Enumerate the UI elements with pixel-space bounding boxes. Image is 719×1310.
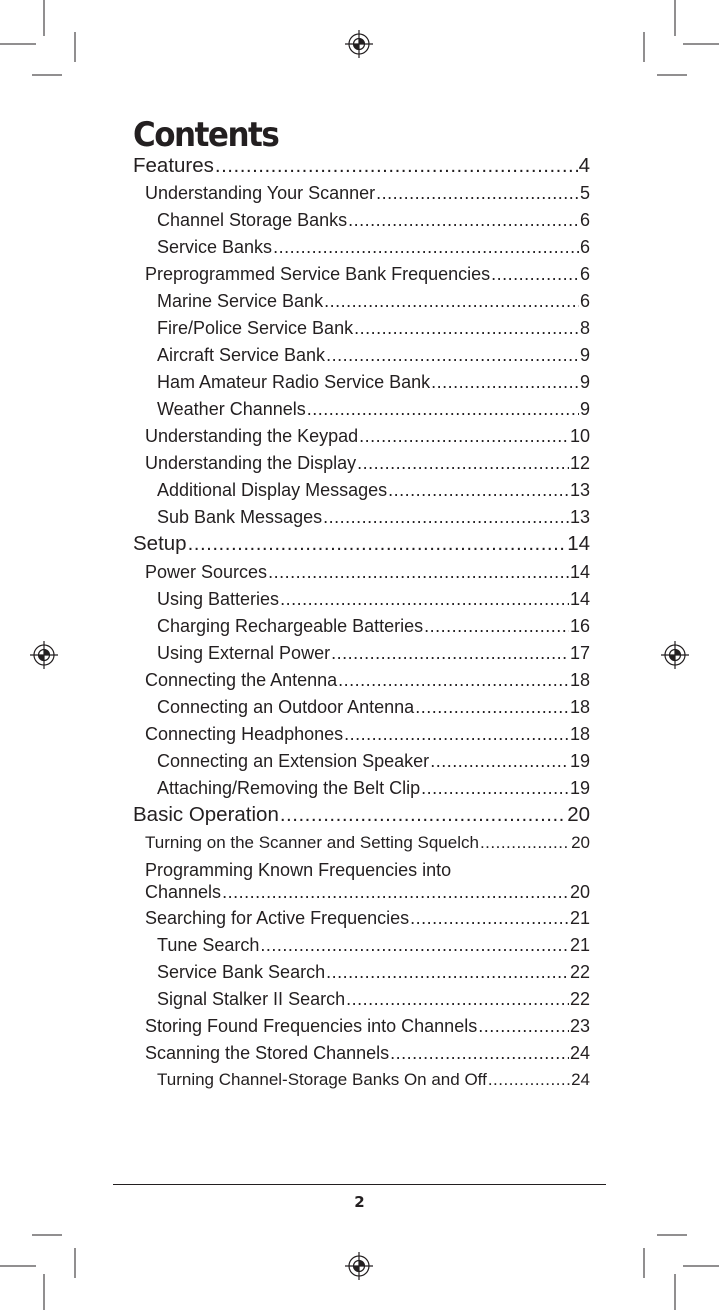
dot-leader [344,723,569,745]
toc-section[interactable] [133,804,590,831]
dot-leader [388,479,569,501]
dot-leader [424,615,569,637]
toc-page-number: 17 [569,643,590,663]
toc-entry[interactable] [145,561,590,588]
toc-entry[interactable] [157,961,590,988]
toc-entry[interactable] [145,425,590,452]
toc-entry-label: Understanding the Keypad [145,426,359,446]
dot-leader [348,209,579,231]
toc-page-number: 21 [569,908,590,928]
toc-page-number: 13 [569,480,590,500]
toc-entry-label: Tune Search [157,935,260,955]
dot-leader [346,988,569,1010]
toc-entry[interactable] [157,988,590,1015]
toc-entry-label: Charging Rechargeable Batteries [157,616,424,636]
toc-entry[interactable] [145,452,590,479]
dot-leader [354,317,579,339]
toc-page-number: 18 [569,724,590,744]
dot-leader [359,425,569,447]
toc-entry[interactable] [157,479,590,506]
toc-page-number: 6 [579,210,590,230]
toc-section-label: Setup [133,533,187,555]
page-title: Contents [133,116,279,155]
toc-page-number: 6 [579,237,590,257]
toc-entry-label: Understanding the Display [145,453,357,473]
toc-entry-label: Weather Channels [157,399,306,419]
toc-page-number: 5 [579,183,590,203]
toc-entry[interactable] [145,832,590,859]
dot-leader [431,371,579,393]
dot-leader [260,934,569,956]
toc-page-number: 21 [569,935,590,955]
toc-page-number: 22 [569,989,590,1009]
toc-page-number: 24 [571,1070,590,1089]
toc-entry[interactable] [157,615,590,642]
toc-section[interactable] [133,533,590,560]
toc-entry[interactable] [145,859,590,907]
dot-leader [491,263,579,285]
dot-leader [480,832,570,854]
toc-entry-label: Sub Bank Messages [157,507,323,527]
toc-page-number: 13 [569,507,590,527]
dot-leader [215,155,578,177]
toc-entry[interactable] [157,209,590,236]
toc-entry-label: Additional Display Messages [157,480,388,500]
toc-page-number: 4 [578,155,590,177]
toc-entry[interactable] [157,588,590,615]
toc-page-number: 8 [579,318,590,338]
toc-entry[interactable] [157,1069,590,1096]
toc-entry[interactable] [145,182,590,209]
toc-entry-label: Scanning the Stored Channels [145,1043,390,1063]
toc-page-number: 6 [579,291,590,311]
dot-leader [410,907,569,929]
toc-entry-label: Preprogrammed Service Bank Frequencies [145,264,491,284]
dot-leader [273,236,579,258]
toc-entry-label: Service Bank Search [157,962,326,982]
toc-entry-label: Programming Known Frequencies into [145,860,452,880]
toc-entry-label: Ham Amateur Radio Service Bank [157,372,431,392]
toc-entry[interactable] [157,777,590,804]
toc-entry[interactable] [145,263,590,290]
dot-leader [357,452,569,474]
toc-entry-label: Attaching/Removing the Belt Clip [157,778,421,798]
toc-entry[interactable] [157,290,590,317]
toc-entry-label: Service Banks [157,237,273,257]
toc-entry[interactable] [157,642,590,669]
toc-entry-label: Turning on the Scanner and Setting Squelch [145,833,479,852]
toc-page-number: 22 [569,962,590,982]
toc-page-number: 9 [579,372,590,392]
toc-entry-label: Fire/Police Service Bank [157,318,354,338]
dot-leader [324,290,579,312]
toc-entry[interactable] [157,236,590,263]
dot-leader [307,398,579,420]
toc-entry-label: Connecting an Outdoor Antenna [157,697,415,717]
toc-page-number: 14 [567,533,590,555]
toc-entry[interactable] [145,723,590,750]
dot-leader [421,777,569,799]
dot-leader [326,961,569,983]
toc-entry[interactable] [145,1042,590,1069]
toc-entry-label: Marine Service Bank [157,291,324,311]
toc-entry[interactable] [157,750,590,777]
toc-page-number: 24 [569,1043,590,1063]
dot-leader [390,1042,569,1064]
toc-page-number: 9 [579,399,590,419]
toc-entry[interactable] [157,506,590,533]
toc-page-number: 23 [569,1016,590,1036]
toc-entry-label: Using External Power [157,643,331,663]
toc-page-number: 20 [567,804,590,826]
toc-page-number: 10 [569,426,590,446]
toc-entry[interactable] [145,1015,590,1042]
toc-entry-label: Connecting an Extension Speaker [157,751,430,771]
toc-page-number: 19 [569,751,590,771]
toc-entry-label: Aircraft Service Bank [157,345,326,365]
toc-entry-label: Connecting Headphones [145,724,344,744]
toc-entry[interactable] [157,934,590,961]
dot-leader [331,642,569,664]
dot-leader [415,696,569,718]
toc-page-number: 14 [569,562,590,582]
toc-page-number: 18 [569,670,590,690]
dot-leader [430,750,569,772]
toc-entry[interactable] [145,907,590,934]
toc-page-number: 16 [569,616,590,636]
footer-divider [113,1184,606,1185]
toc-entry-label: Channel Storage Banks [157,210,348,230]
toc-page-number: 9 [579,345,590,365]
dot-leader [478,1015,569,1037]
page-number: 2 [354,1193,365,1211]
toc-entry-label: Turning Channel-Storage Banks On and Off [157,1070,487,1089]
toc-page-number: 18 [569,697,590,717]
toc-entry[interactable] [157,696,590,723]
toc-entry-label: Power Sources [145,562,268,582]
toc-entry-label: Understanding Your Scanner [145,183,376,203]
toc-entry-label: Using Batteries [157,589,280,609]
toc-entry[interactable] [157,344,590,371]
dot-leader [488,1069,570,1091]
toc-section-label: Basic Operation [133,804,279,826]
toc-entry-label: Storing Found Frequencies into Channels [145,1016,478,1036]
toc-section-label: Features [133,155,214,177]
dot-leader [280,804,566,826]
dot-leader [280,588,569,610]
toc-entry-label-continued: Channels [145,882,222,902]
dot-leader [376,182,579,204]
dot-leader [222,881,569,903]
toc-entry-label: Signal Stalker II Search [157,989,346,1009]
toc-entry-label: Searching for Active Frequencies [145,908,410,928]
toc-entry[interactable] [157,371,590,398]
toc-page-number: 6 [579,264,590,284]
dot-leader [326,344,579,366]
toc-entry[interactable] [157,398,590,425]
toc-page-number: 19 [569,778,590,798]
toc-page-number: 20 [569,882,590,902]
toc-page-number: 20 [571,833,590,852]
toc-entry[interactable] [157,317,590,344]
dot-leader [338,669,569,691]
dot-leader [268,561,569,583]
toc-section[interactable] [133,155,590,182]
toc-entry-label: Connecting the Antenna [145,670,338,690]
dot-leader [188,533,567,555]
dot-leader [323,506,569,528]
toc-page-number: 12 [569,453,590,473]
toc-entry[interactable] [145,669,590,696]
toc-page-number: 14 [569,589,590,609]
